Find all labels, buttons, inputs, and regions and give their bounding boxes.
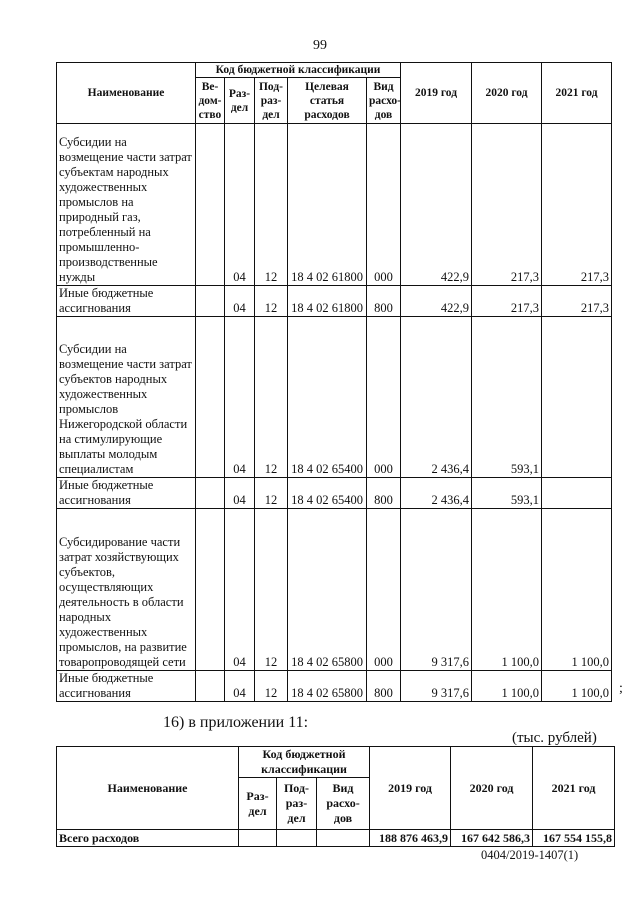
- row-razdel: 04: [225, 124, 255, 286]
- row-target-article: 18 4 02 61800: [288, 286, 367, 317]
- header-2019: 2019 год: [370, 747, 451, 830]
- row-2020: 1 100,0: [472, 509, 542, 671]
- row-target-article: 18 4 02 65800: [288, 509, 367, 671]
- row-2019: 9 317,6: [401, 671, 472, 702]
- total-row: [57, 830, 615, 847]
- total-2020: 167 642 586,3: [451, 830, 533, 847]
- total-2019: 188 876 463,9: [370, 830, 451, 847]
- units-label: (тыс. рублей): [512, 730, 597, 746]
- row-razdel: 04: [225, 671, 255, 702]
- header-2020: 2020 год: [472, 63, 542, 124]
- row-2020: 593,1: [472, 317, 542, 478]
- header-expense-type: Вид расхо- дов: [367, 78, 401, 124]
- row-expense-type: 000: [367, 317, 401, 478]
- budget-table-continuation: [56, 62, 612, 702]
- row-name: Субсидии на возмещение части затрат субъектов народных художественных промыслов Нижегородской области на стимулирующие выплаты молодым специалистам: [57, 317, 196, 478]
- row-expense-type: 800: [367, 286, 401, 317]
- table-row: [57, 509, 612, 671]
- header-name: Наименование: [57, 747, 239, 830]
- header-razdel: Раз- дел: [225, 78, 255, 124]
- header-podrazdel: Под- раз- дел: [277, 778, 317, 830]
- row-2020: 593,1: [472, 478, 542, 509]
- row-2021: [542, 478, 612, 509]
- total-name: Всего расходов: [57, 830, 239, 847]
- total-expense-type: [317, 830, 370, 847]
- row-vedomstvo: [196, 317, 225, 478]
- row-name: Субсидирование части затрат хозяйствующих субъектов, осуществляющих деятельность в области народных художественных промыслов, на развитие товаропроводящей сети: [57, 509, 196, 671]
- row-vedomstvo: [196, 509, 225, 671]
- row-target-article: 18 4 02 65400: [288, 317, 367, 478]
- row-razdel: 04: [225, 317, 255, 478]
- row-razdel: 04: [225, 509, 255, 671]
- row-2019: 422,9: [401, 286, 472, 317]
- header-code-group: Код бюджетной классификации: [196, 63, 401, 78]
- row-podrazdel: 12: [255, 478, 288, 509]
- header-2020: 2020 год: [451, 747, 533, 830]
- header-vedomstvo: Ве- дом- ство: [196, 78, 225, 124]
- row-2019: 2 436,4: [401, 478, 472, 509]
- row-vedomstvo: [196, 478, 225, 509]
- table-row: [57, 124, 612, 286]
- table-row: [57, 286, 612, 317]
- page-number: 99: [313, 38, 327, 53]
- row-expense-type: 800: [367, 478, 401, 509]
- header-2021: 2021 год: [542, 63, 612, 124]
- row-name: Иные бюджетные ассигнования: [57, 478, 196, 509]
- row-podrazdel: 12: [255, 124, 288, 286]
- table-row: [57, 317, 612, 478]
- row-2020: 217,3: [472, 124, 542, 286]
- total-razdel: [239, 830, 277, 847]
- row-vedomstvo: [196, 671, 225, 702]
- header-podrazdel: Под- раз- дел: [255, 78, 288, 124]
- trailing-semicolon: ;: [619, 681, 623, 696]
- row-expense-type: 800: [367, 671, 401, 702]
- row-expense-type: 000: [367, 509, 401, 671]
- row-2021: 217,3: [542, 124, 612, 286]
- budget-table-appendix-11: [56, 746, 615, 847]
- row-2021: 217,3: [542, 286, 612, 317]
- row-name: Субсидии на возмещение части затрат субъектам народных художественных промыслов на природный газ, потребленный на промышленно-производственные нужды: [57, 124, 196, 286]
- row-2021: 1 100,0: [542, 509, 612, 671]
- header-2019: 2019 год: [401, 63, 472, 124]
- row-2021: 1 100,0: [542, 671, 612, 702]
- total-2021: 167 554 155,8: [533, 830, 615, 847]
- header-name: Наименование: [57, 63, 196, 124]
- total-podrazdel: [277, 830, 317, 847]
- row-razdel: 04: [225, 478, 255, 509]
- row-2021: [542, 317, 612, 478]
- header-expense-type: Вид расхо- дов: [317, 778, 370, 830]
- header-code-group: Код бюджетной классификации: [239, 747, 370, 778]
- row-2019: 9 317,6: [401, 509, 472, 671]
- section-intro: 16) в приложении 11:: [163, 714, 309, 731]
- row-name: Иные бюджетные ассигнования: [57, 286, 196, 317]
- row-2020: 1 100,0: [472, 671, 542, 702]
- header-razdel: Раз- дел: [239, 778, 277, 830]
- row-expense-type: 000: [367, 124, 401, 286]
- row-2020: 217,3: [472, 286, 542, 317]
- row-podrazdel: 12: [255, 286, 288, 317]
- row-vedomstvo: [196, 124, 225, 286]
- row-target-article: 18 4 02 65400: [288, 478, 367, 509]
- header-2021: 2021 год: [533, 747, 615, 830]
- row-razdel: 04: [225, 286, 255, 317]
- row-podrazdel: 12: [255, 671, 288, 702]
- row-podrazdel: 12: [255, 317, 288, 478]
- table-row: [57, 478, 612, 509]
- row-2019: 2 436,4: [401, 317, 472, 478]
- row-target-article: 18 4 02 61800: [288, 124, 367, 286]
- document-number: 0404/2019-1407(1): [481, 848, 579, 862]
- row-2019: 422,9: [401, 124, 472, 286]
- header-target-article: Целевая статья расходов: [288, 78, 367, 124]
- row-name: Иные бюджетные ассигнования: [57, 671, 196, 702]
- row-vedomstvo: [196, 286, 225, 317]
- table-row: [57, 671, 612, 702]
- row-podrazdel: 12: [255, 509, 288, 671]
- row-target-article: 18 4 02 65800: [288, 671, 367, 702]
